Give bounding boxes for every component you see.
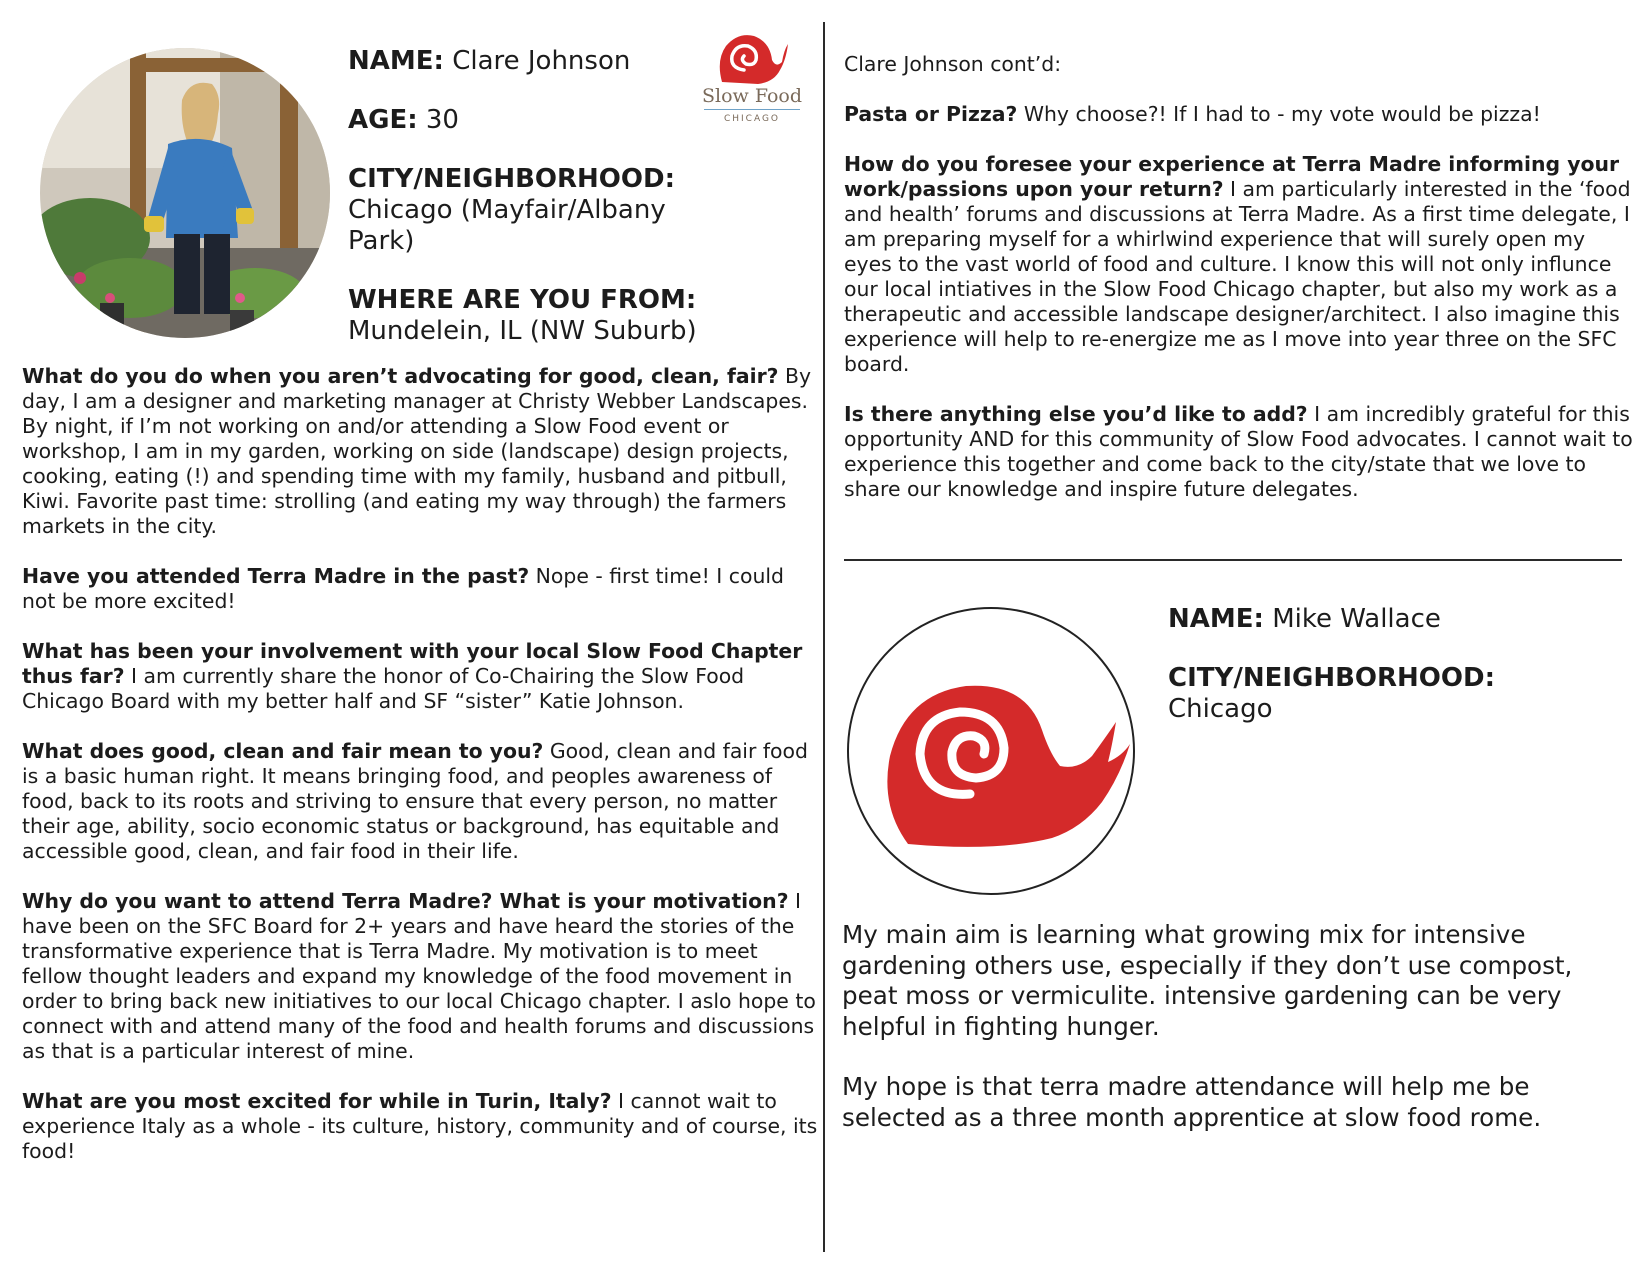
from-label: WHERE ARE YOU FROM: xyxy=(348,285,697,315)
age-row xyxy=(348,105,708,136)
profile-photo-clare xyxy=(40,48,330,338)
continued-label: Clare Johnson cont’d: xyxy=(844,52,1062,76)
answer: I cannot wait to experience Italy as a whole - its culture, history, community and of course, its food! xyxy=(22,1089,818,1163)
qa-item xyxy=(844,102,1634,127)
clare-profile xyxy=(348,46,708,347)
snail-icon xyxy=(712,30,792,88)
from-value: Mundelein, IL (NW Suburb) xyxy=(348,316,697,346)
statement-paragraph: My main aim is learning what growing mix for intensive gardening others use, especially if they don’t use compost, peat moss or vermiculite. intensive gardening can be very helpful in fighting hunger. xyxy=(842,920,1573,1041)
mike-city-value: Chicago xyxy=(1168,694,1273,724)
qa-item xyxy=(22,564,822,614)
city-label: CITY/NEIGHBORHOOD: xyxy=(348,164,675,194)
question: What has been your involvement with your local Slow Food Chapter thus far? xyxy=(22,639,803,688)
clare-continued xyxy=(844,52,1634,527)
qa-item xyxy=(844,402,1634,502)
qa-item xyxy=(22,1089,822,1164)
statement-paragraph: My hope is that terra madre attendance will help me be selected as a three month apprentice at slow food rome. xyxy=(842,1072,1542,1132)
slow-food-chicago-logo xyxy=(698,30,806,134)
answer: By day, I am a designer and marketing manager at Christy Webber Landscapes. By night, if I’m not working on and/or attending a Slow Food event or workshop, I am in my garden, working on side (landscape) design projects, cooking, eating (!) and spending time with my family, husband and pitbull, Kiwi. Favorite past time: strolling (and eating my way through) the farmers markets in the city. xyxy=(22,364,812,538)
question: Have you attended Terra Madre in the past? xyxy=(22,564,530,588)
mike-city-row xyxy=(1168,663,1608,725)
mike-statement xyxy=(842,920,1632,1163)
snail-logo-large xyxy=(846,606,1136,896)
qa-item xyxy=(22,639,822,714)
mike-name-row xyxy=(1168,604,1608,635)
answer: I am particularly interested in the ‘food and health’ forums and discussions at Terra Madre. As a first time delegate, I am preparing myself for a whirlwind experience that will surely open my eyes to the vast world of food and culture. I know this will not only influnce our local intiatives in the Slow Food Chicago chapter, but also my work as a therapeutic and accessible landscape designer/architect. I also imagine this experience will help to re-energize me as I move into year three on the SFC board. xyxy=(844,177,1631,376)
vertical-divider xyxy=(823,22,825,1252)
clare-qa-left xyxy=(22,364,822,1189)
answer: Why choose?! If I had to - my vote would be pizza! xyxy=(1023,102,1541,126)
city-row xyxy=(348,164,708,257)
mike-name-label: NAME: xyxy=(1168,604,1264,634)
question: Is there anything else you’d like to add? xyxy=(844,402,1308,426)
horizontal-divider xyxy=(844,559,1622,561)
question: Pasta or Pizza? xyxy=(844,102,1018,126)
question: How do you foresee your experience at Terra Madre informing your work/passions upon your return? xyxy=(844,152,1620,201)
question: What are you most excited for while in Turin, Italy? xyxy=(22,1089,612,1113)
logo-rule xyxy=(704,109,800,110)
answer: I have been on the SFC Board for 2+ years and have heard the stories of the transformative experience that is Terra Madre. My motivation is to meet fellow thought leaders and expand my knowledge of the food movement in order to bring back new initiatives to our local Chicago chapter. I aslo hope to connect with and attend many of the food and health forums and discussions as that is a particular interest of mine. xyxy=(22,889,816,1063)
name-value: Clare Johnson xyxy=(452,46,631,76)
qa-item xyxy=(22,889,822,1064)
logo-city: CHICAGO xyxy=(723,114,781,124)
name-label: NAME: xyxy=(348,46,444,76)
snail-icon xyxy=(846,606,1136,896)
answer: Good, clean and fair food is a basic human right. It means bringing food, and peoples awareness of food, back to its roots and striving to ensure that every person, no matter their age, ability, socio economic status or background, has equitable and accessible good, clean, and fair food in their life. xyxy=(22,739,808,863)
from-row xyxy=(348,285,708,347)
age-label: AGE: xyxy=(348,105,418,135)
qa-item xyxy=(22,364,822,539)
logo-name: Slow Food xyxy=(701,85,803,107)
mike-profile xyxy=(1168,604,1608,753)
question: What do you do when you aren’t advocating for good, clean, fair? xyxy=(22,364,779,388)
name-row xyxy=(348,46,708,77)
mike-name-value: Mike Wallace xyxy=(1272,604,1441,634)
qa-item xyxy=(844,152,1634,377)
clare-qa-right xyxy=(844,102,1634,502)
qa-item xyxy=(22,739,822,864)
city-value: Chicago (Mayfair/Albany Park) xyxy=(348,195,666,256)
mike-city-label: CITY/NEIGHBORHOOD: xyxy=(1168,663,1495,693)
question: What does good, clean and fair mean to you? xyxy=(22,739,544,763)
answer: I am currently share the honor of Co-Chairing the Slow Food Chicago Board with my better half and SF “sister” Katie Johnson. xyxy=(22,664,745,713)
question: Why do you want to attend Terra Madre? What is your motivation? xyxy=(22,889,789,913)
age-value: 30 xyxy=(425,105,459,135)
answer: I am incredibly grateful for this opportunity AND for this community of Slow Food advocates. I cannot wait to experience this together and come back to the city/state that we love to share our knowledge and inspire future delegates. xyxy=(844,402,1633,501)
answer: Nope - first time! I could not be more excited! xyxy=(22,564,784,613)
